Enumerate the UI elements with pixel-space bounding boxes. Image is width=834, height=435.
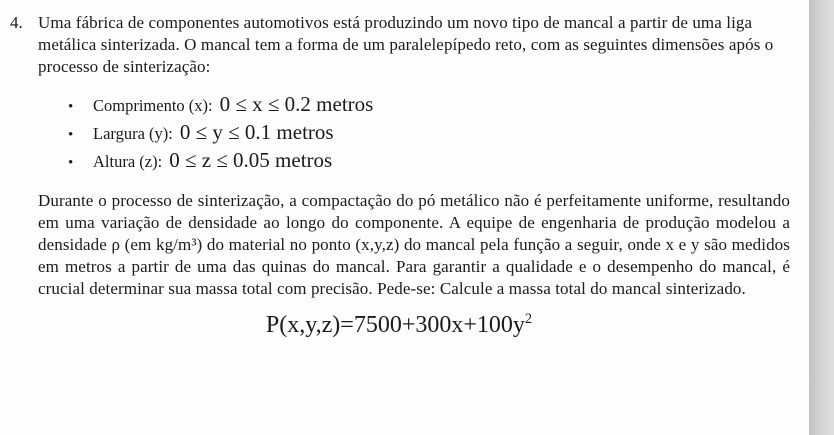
dimension-label: Altura (z): xyxy=(93,152,163,171)
density-formula-exponent: 2 xyxy=(524,311,533,327)
problem-statement xyxy=(10,12,794,340)
dimension-list xyxy=(38,90,794,174)
density-formula xyxy=(38,310,790,340)
bullet-icon: • xyxy=(68,127,74,143)
bullet-icon: • xyxy=(68,155,74,171)
dimension-constraint: 0 ≤ y ≤ 0.1 metros xyxy=(179,120,334,144)
dimension-constraint: 0 ≤ x ≤ 0.2 metros xyxy=(219,92,374,116)
problem-content xyxy=(38,12,794,340)
problem-intro-text: Uma fábrica de componentes automotivos está produzindo um novo tipo de mancal a partir de uma liga metálica sinterizada. O mancal tem a forma de um paralelepípedo reto, com as seguintes dimensões após o processo de sinterização: xyxy=(38,13,774,76)
list-item-altura xyxy=(68,146,794,174)
problem-body-text: Durante o processo de sinterização, a compactação do pó metálico não é perfeitamente uniforme, resultando em uma variação de densidade ao longo do componente. A equipe de engenharia de produção modelou a densidade ρ (em kg/m³) do material no ponto (x,y,z) do mancal pela função a seguir, onde x e y são medidos em metros a partir de uma das quinas do mancal. Para garantir a qualidade e o desempenho do mancal, é crucial determinar sua massa total com precisão. Pede-se: Calcule a massa total do mancal sinterizado. xyxy=(38,191,790,298)
bullet-icon: • xyxy=(68,99,74,115)
list-item-largura xyxy=(68,118,794,146)
page-edge-strip xyxy=(809,0,834,435)
list-item-comprimento xyxy=(68,90,794,118)
problem-number: 4. xyxy=(10,13,23,32)
dimension-label: Comprimento (x): xyxy=(93,96,213,115)
dimension-label: Largura (y): xyxy=(93,124,173,143)
dimension-constraint: 0 ≤ z ≤ 0.05 metros xyxy=(169,148,333,172)
density-formula-base: P(x,y,z)=7500+300x+100y xyxy=(265,312,525,338)
